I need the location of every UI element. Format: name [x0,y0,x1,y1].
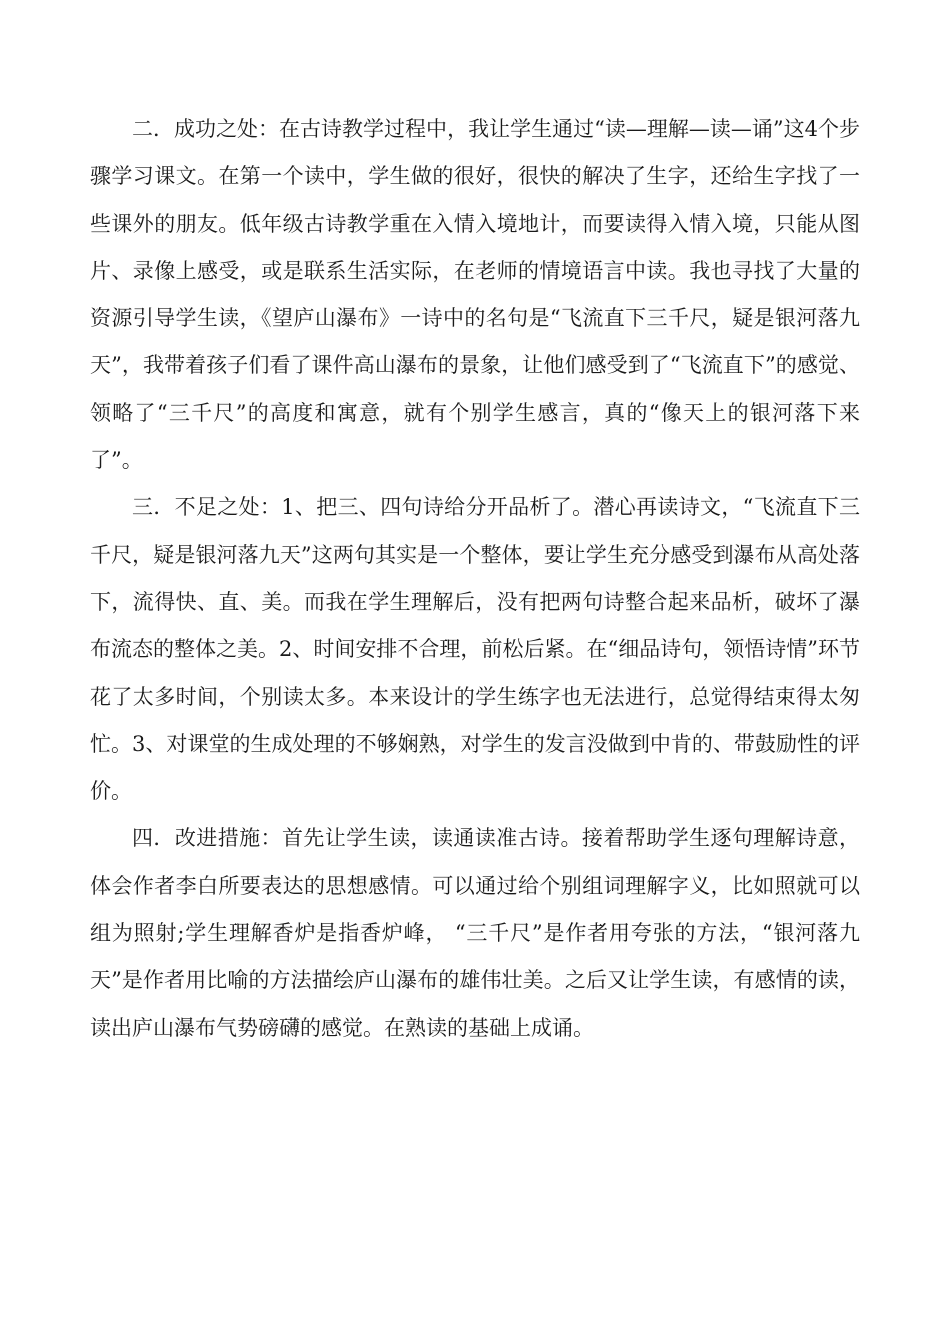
document-body [90,106,860,1052]
paragraph-improvements: 四．改进措施：首先让学生读，读通读准古诗。接着帮助学生逐句理解诗意，体会作者李白所要表达的思想感情。可以通过给个别组词理解字义，比如照就可以组为照射;学生理解香炉是指香炉峰， “三千尺”是作者用夸张的方法，“银河落九天”是作者用比喻的方法描绘庐山瀑布的雄伟壮美。之后又让学生读，有感情的读，读出庐山瀑布气势磅礴的感觉。在熟读的基础上成诵。 [90,826,860,1040]
paragraph-success: 二．成功之处：在古诗教学过程中，我让学生通过“读—理解—读—诵”这4个步骤学习课文。在第一个读中，学生做的很好，很快的解决了生字，还给生字找了一些课外的朋友。低年级古诗教学重在入情入境地计，而要读得入情入境，只能从图片、录像上感受，或是联系生活实际，在老师的情境语言中读。我也寻找了大量的资源引导学生读，《望庐山瀑布》一诗中的名句是“飞流直下三千尺，疑是银河落九天”，我带着孩子们看了课件高山瀑布的景象，让他们感受到了“飞流直下”的感觉、领略了“三千尺”的高度和寓意，就有个别学生感言，真的“像天上的银河落下来了”。 [90,117,860,473]
paragraph-shortcomings: 三．不足之处：1、把三、四句诗给分开品析了。潜心再读诗文，“飞流直下三千尺，疑是银河落九天”这两句其实是一个整体，要让学生充分感受到瀑布从高处落下，流得快、直、美。而我在学生理解后，没有把两句诗整合起来品析，破坏了瀑布流态的整体之美。2、时间安排不合理，前松后紧。在“细品诗句，领悟诗情”环节花了太多时间，个别读太多。本来设计的学生练字也无法进行，总觉得结束得太匆忙。3、对课堂的生成处理的不够娴熟，对学生的发言没做到中肯的、带鼓励性的评价。 [90,495,860,804]
